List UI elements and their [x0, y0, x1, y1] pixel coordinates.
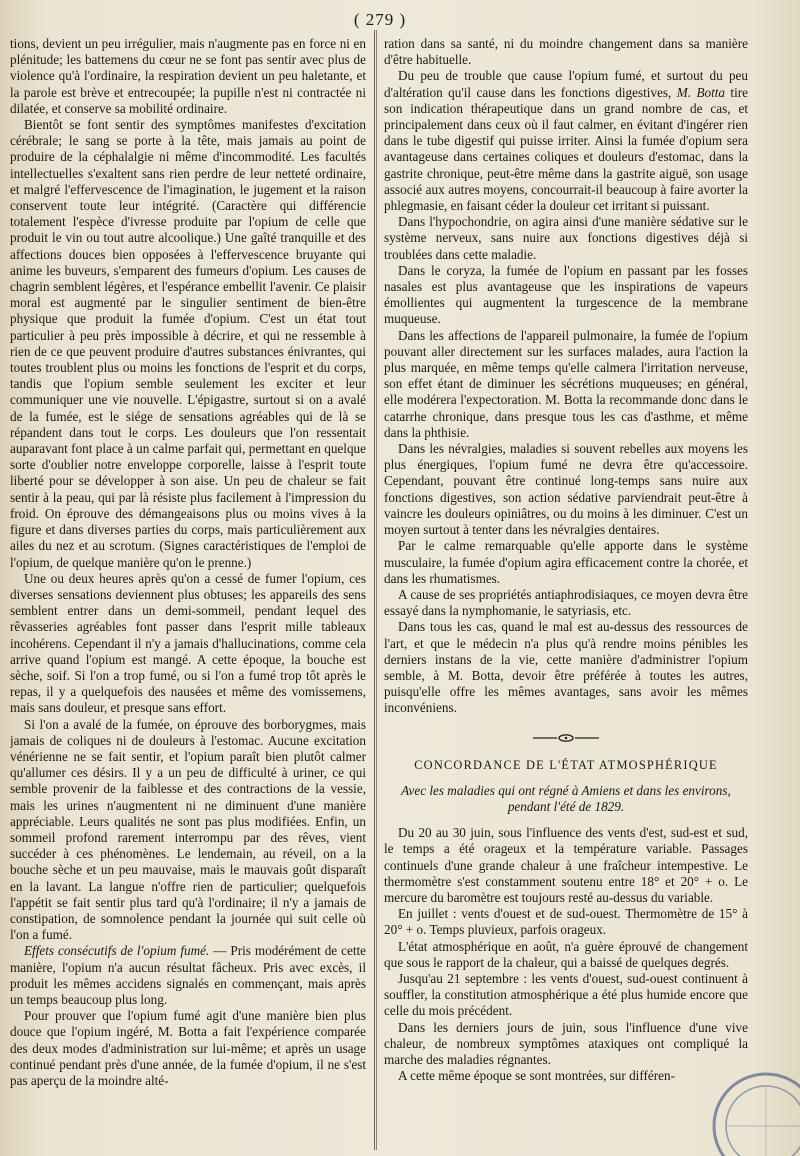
left-column [10, 36, 366, 1152]
paragraph-text: tire son indication thérapeutique dans un grand nombre de cas, et principalement dans ceux où il faut calmer, en évitant d'ingérer rien dans le tube digestif qui puisse irriter. Ainsi la fumée d'opium sera avantageuse dans certaines coliques et douleurs d'estomac, dans la gastrite chronique, peut-être même dans la gastrite aiguë, son usage associé aux autres moyens, concourrait-il beaucoup à faire avorter la phlegmasie, en faisant céder la douleur cet irritant si puissant. [384, 84, 748, 214]
right-column [384, 36, 748, 1152]
paragraph: Bientôt se font sentir des symptômes manifestes d'excitation cérébrale; le sang se porte à la tête, mais jamais au point de produire de la céphalalgie ni même d'incommodité. Les facultés intellectuelles s'exaltent sans rien perdre de leur netteté ordinaire, et malgré l'effervescence de l'imagination, le jugement et la raison conservent toute leur intégrité. (Caractère qui différencie totalement l'espèce d'ivresse produite par l'opium de celle que produit le vin ou tout autre alcoolique.) Une gaîté tranquille et des affections douces bien opposées à l'effervescence bruyante qui anime les buveurs, s'emparent des fumeurs d'opium. Les causes de chagrin semblent légères, et l'espérance embellit l'avenir. Ce plaisir moral est augmenté par le singulier sentiment de bien-être physique que produit la fumée d'opium. C'est un état tout particulier à peu près impossible à décrire, et qui ne ressemble à rien de ce que peuvent produire d'autres substances énivrantes, qui toutes troublent plus ou moins les fonctions de l'esprit et du corps, tandis que l'opium semble seulement les exciter et leur communiquer une vie nouvelle. L'épigastre, surtout si on a avalé de la fumée, est le siége de sensations agréables qui de là se répandent dans tout le corps. Les douleurs que l'on ressentait auparavant font place à un calme parfait qui, permettant en quelque sorte d'oublier notre enveloppe corporelle, laisse à l'esprit toute liberté pour se développer à son aise. Un peu de chaleur se fait sentir à la peau, qui par là résiste plus facilement à l'impression du froid. On éprouve des démangeaisons plus ou moins vives à la figure et dans diverses parties du corps, mais particulièrement aux ailes du nez et au scrotum. (Signes caractéristiques de l'emploi de l'opium, de quelque manière qu'on le prenne.) [10, 117, 366, 570]
paragraph: Par le calme remarquable qu'elle apporte dans le système musculaire, la fumée d'opium agira efficacement contre la chorée, et dans les rhumatismes. [384, 538, 748, 586]
paragraph: Une ou deux heures après qu'on a cessé de fumer l'opium, ces diverses sensations deviennent plus obtuses; les appareils des sens semblent entrer dans un demi-sommeil, pendant lequel des rêvasseries agréables font passer dans l'esprit mille tableaux incohérens. Cependant il n'y a jamais d'hallucinations, comme cela arrive quand l'opium est mangé. A cette époque, la bouche est sèche, soif. Si l'on a trop fumé, ou si l'on a fumé trop tôt après le repas, il y a quelquefois des nausées et même des vomissemens, mais sans douleur, et presque sans effort. [10, 570, 366, 716]
paragraph: Dans les derniers jours de juin, sous l'influence d'une vive chaleur, de nombreux symptômes ataxiques ont compliqué la marche des maladies régnantes. [384, 1019, 748, 1067]
paragraph: Si l'on a avalé de la fumée, on éprouve des borborygmes, mais jamais de coliques ni de douleurs à l'estomac. Aucune excitation vénérienne ne se fait sentir, et l'opium paraît bien plutôt calmer qu'allumer ces désirs. Il y a un peu de difficulté à uriner, ce qui semble provenir de la faiblesse et des contractions de la vessie, mais les urines n'augmentent ni ne diminuent d'une manière appréciable. Leurs qualités ne sont pas plus modifiées. Enfin, un sommeil profond rarement interrompu par des rêves, vient succéder à ces phénomènes. Le lendemain, au réveil, on a la bouche sèche et un peu mauvaise, mais le mauvais goût disparaît en la lavant. La langue n'offre rien de particulier; quelquefois l'appétit se fait sentir plus tard qu'à l'ordinaire; il n'y a jamais de constipation, de somnolence pendant la journée qui suit celle où l'on a fumé. [10, 716, 366, 943]
paragraph: En juillet : vents d'ouest et de sud-ouest. Thermomètre de 15° à 20° + o. Temps pluvieux, parfois orageux. [384, 906, 748, 938]
ornament-divider-icon [384, 731, 748, 741]
paragraph: tions, devient un peu irrégulier, mais n'augmente pas en force ni en plénitude; les battemens du cœur ne se font pas sentir avec plus de violence qu'à l'ordinaire, la respiration devient un peu haletante, et la parole est brève et entrecoupée; la pupille n'est ni contractée ni dilatée, et conserve sa mobilité ordinaire. [10, 36, 366, 116]
paragraph: A cette même époque se sont montrées, sur différen- [398, 1068, 675, 1084]
paragraph: L'état atmosphérique en août, n'a guère éprouvé de changement que sous le rapport de la chaleur, qui a baissé de quelques degrés. [384, 938, 748, 970]
paragraph: Dans l'hypochondrie, on agira ainsi d'une manière sédative sur le système nerveux, sans nuire aux fonctions digestives déjà si troublées dans cette maladie. [384, 214, 748, 262]
paragraph: Dans le coryza, la fumée de l'opium en passant par les fosses nasales est plus avantageuse que les inspirations de vapeurs émollientes qui augmentent la turgescence de la membrane muqueuse. [384, 262, 748, 327]
italic-name: M. Botta [671, 84, 726, 100]
paragraph [384, 68, 748, 214]
paragraph: A cause de ses propriétés antiaphrodisiaques, ce moyen devra être essayé dans la nymphomanie, le satyriasis, etc. [384, 586, 748, 619]
paragraph: Dans tous les cas, quand le mal est au-dessus des ressources de l'art, et que le médecin n'a plus qu'à rendre moins pénibles les derniers instans de la vie, cette manière d'administrer l'opium semble, à M. Botta, devoir être préférée à toutes les autres, puisqu'elle offre les mêmes avantages, sans avoir les mêmes inconvéniens. [384, 619, 748, 716]
paragraph: Du 20 au 30 juin, sous l'influence des vents d'est, sud-est et sud, le temps a été orageux et la température variable. Passages continuels d'une grande chaleur à une fraîcheur intempestive. Le thermomètre s'est constamment soutenu entre 18° et 20° + o. Le mercure du baromètre est toujours resté au-dessus du variable. [384, 825, 748, 905]
section-subtitle: Avec les maladies qui ont régné à Amiens et dans les environs, pendant l'été de 1829. [401, 782, 731, 814]
paragraph: Dans les affections de l'appareil pulmonaire, la fumée de l'opium pouvant aller directement sur les surfaces malades, aura l'action la plus marquée, en même temps qu'elle calmera l'irritation nerveuse, son effet étant de diminuer les sécrétions muqueuses; en général, elle modérera l'expectoration. M. Botta la recommande donc dans le catarrhe chronique, dans presque tous les cas d'asthme, et même dans la phthisie. [384, 327, 748, 440]
paragraph: Pour prouver que l'opium fumé agit d'une manière bien plus douce que l'opium ingéré, M. Botta a fait l'expérience comparée des deux modes d'administration sur lui-même; et après un usage continué pendant près d'une année, de la fumée d'opium, il ne s'est pas aperçu de la moindre alté- [10, 1008, 366, 1088]
page-number: ( 279 ) [353, 10, 407, 29]
paragraph-text: — Pris modérément de cette manière, l'opium n'a aucun résultat fâcheux. Pris avec excès, il produit les mêmes accidens signalés en commençant, mais après un temps beaucoup plus long. [10, 943, 366, 1007]
column-divider [374, 30, 377, 1150]
paragraph [10, 943, 366, 1008]
section-title: CONCORDANCE DE L'ÉTAT ATMOSPHÉRIQUE [414, 757, 718, 772]
paragraph: Jusqu'au 21 septembre : les vents d'ouest, sud-ouest continuent à souffler, la constitution atmosphérique a été plus humide encore que celle du mois précédent. [384, 970, 748, 1019]
italic-lead: Effets consécutifs de l'opium fumé. [24, 943, 210, 959]
library-stamp-icon [706, 1066, 800, 1156]
paragraph: Dans les névralgies, maladies si souvent rebelles aux moyens les plus énergiques, l'opium fumé ne devra être qu'accessoire. Cependant, pouvant être continué long-temps sans nuire aux fonctions digestives, son action sédative parviendrait peut-être à vaincre les douleurs opiniâtres, ou du moins à les diminuer. C'est un moyen surtout à tenter dans les névralgies dentaires. [384, 441, 748, 538]
paragraph-text: Du peu de trouble que cause l'opium fumé, et surtout du peu d'altération qu'il cause dans les fonctions digestives, [384, 68, 748, 100]
paragraph: ration dans sa santé, ni du moindre changement dans sa manière d'être habituelle. [384, 36, 748, 68]
